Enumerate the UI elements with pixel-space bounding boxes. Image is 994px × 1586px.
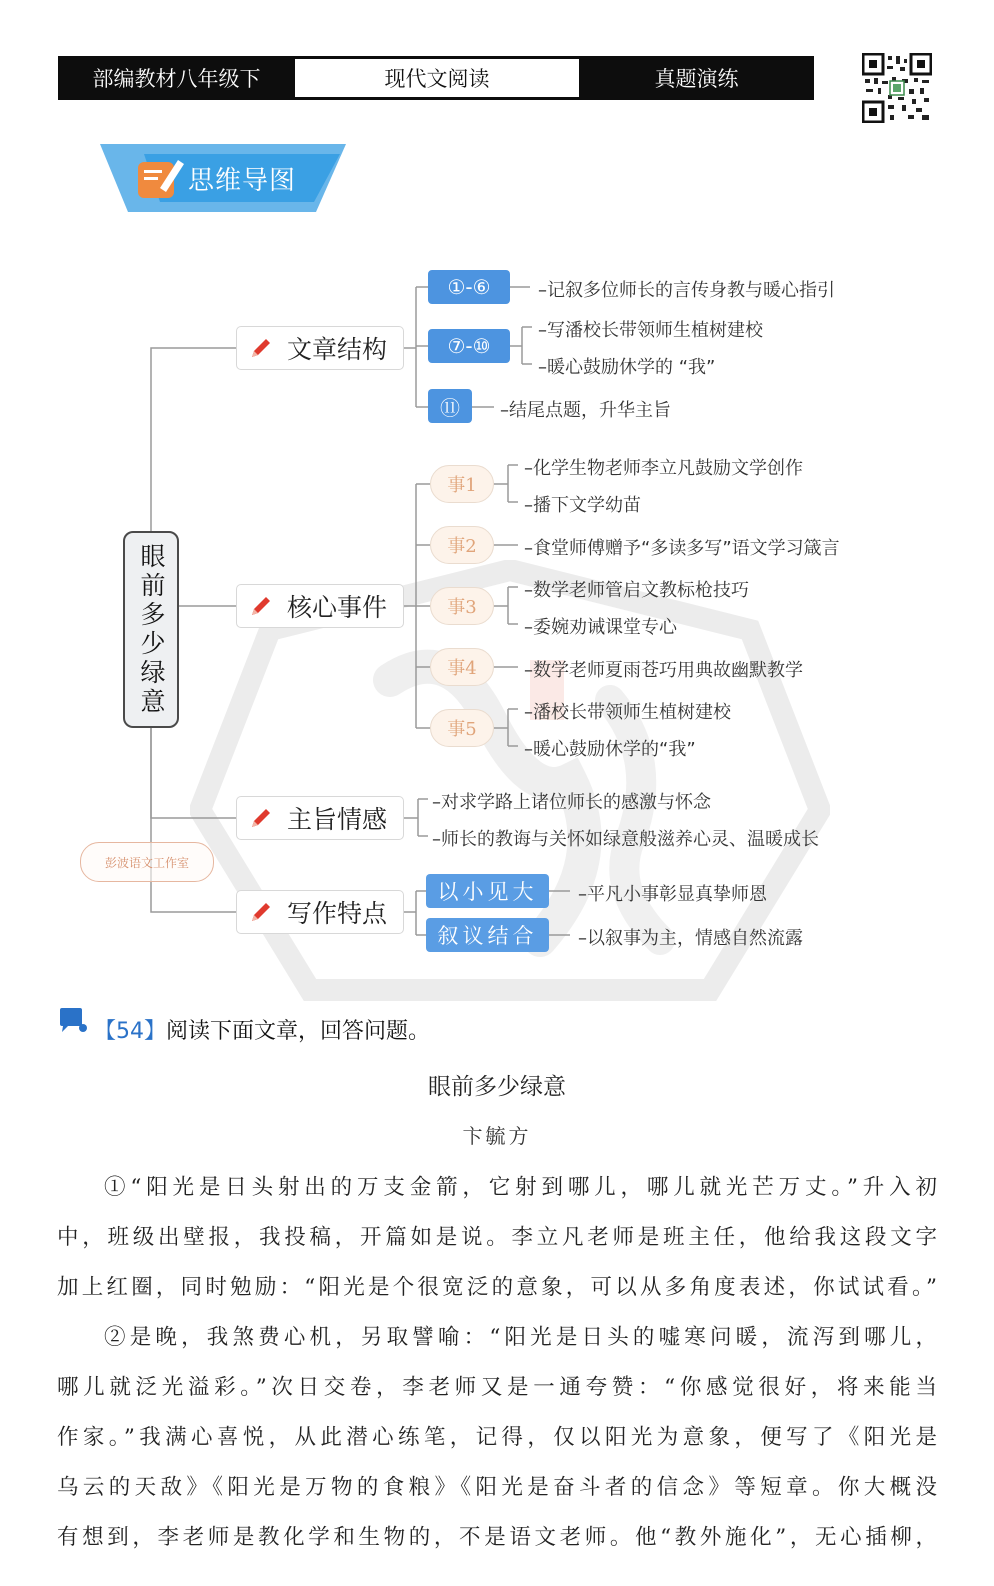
- event-item: –暖心鼓励休学的“我”: [524, 739, 696, 760]
- structure-item: –暖心鼓励休学的 “我”: [538, 357, 716, 378]
- comment-icon: [58, 1007, 88, 1035]
- structure-item: –记叙多位师长的言传身教与暖心指引: [538, 280, 835, 301]
- event-tag-3: 事3: [430, 587, 494, 625]
- article-line: 哪儿就泛光溢彩。”次日交卷，李老师又是一通夸赞：“你感觉很好，将来能当: [57, 1375, 937, 1400]
- mindmap-root: 眼前多少绿意: [123, 531, 179, 728]
- event-item: –食堂师傅赠予“多读多写”语文学习箴言: [524, 538, 840, 559]
- article-line: 中，班级出壁报，我投稿，开篇如是说。李立凡老师是班主任，他给我这段文字: [57, 1225, 937, 1250]
- header-section: 真题演练: [579, 56, 814, 100]
- branch-writing-label: 写作特点: [287, 899, 388, 928]
- article-line: 作家。”我满心喜悦，从此潜心练笔，记得，仅以阳光为意象，便写了《阳光是: [57, 1425, 937, 1450]
- event-item: –数学老师夏雨苍巧用典故幽默教学: [524, 660, 803, 681]
- structure-item: –结尾点题，升华主旨: [500, 400, 671, 421]
- question-number: 【54】: [94, 1019, 166, 1044]
- article-line: 有想到，李老师是教化学和生物的，不是语文老师。他“教外施化”，无心插柳，: [57, 1525, 937, 1550]
- pencil-icon: [249, 806, 273, 830]
- pencil-icon: [249, 594, 273, 618]
- theme-item: –对求学路上诸位师长的感激与怀念: [432, 792, 711, 813]
- article-author: 卞毓方: [462, 1124, 532, 1148]
- event-tag-1: 事1: [430, 465, 494, 503]
- pencil-icon: [249, 900, 273, 924]
- writing-item: –平凡小事彰显真挚师恩: [578, 884, 767, 905]
- branch-events-label: 核心事件: [287, 593, 388, 622]
- event-tag-5: 事5: [430, 709, 494, 747]
- branch-theme: [236, 796, 404, 840]
- event-tag-2: 事2: [430, 526, 494, 564]
- branch-events: [236, 584, 404, 628]
- header-grade: 部编教材八年级下: [58, 56, 295, 100]
- article-title: 眼前多少绿意: [428, 1074, 566, 1100]
- structure-tag-2: ⑦-⑩: [428, 329, 510, 363]
- event-item: –数学老师管启文教标枪技巧: [524, 580, 749, 601]
- pencil-icon: [249, 336, 273, 360]
- article-line: 加上红圈，同时勉励：“阳光是个很宽泛的意象，可以从多角度表述，你试试看。”: [57, 1275, 937, 1300]
- article-line: ②是晚，我煞费心机，另取譬喻：“阳光是日头的嘘寒问暖，流泻到哪儿，: [104, 1325, 937, 1350]
- writing-tag-1: 以小见大: [426, 874, 549, 908]
- event-tag-4: 事4: [430, 648, 494, 686]
- studio-stamp: 彭波语文工作室: [80, 842, 214, 882]
- event-item: –播下文学幼苗: [524, 495, 641, 516]
- branch-structure-label: 文章结构: [287, 335, 388, 364]
- question-prompt: 阅读下面文章，回答问题。: [166, 1019, 431, 1044]
- header-subject: 现代文阅读: [295, 56, 579, 100]
- structure-tag-3: ⑪: [428, 389, 472, 423]
- article-line: 乌云的天敌》《阳光是万物的食粮》《阳光是奋斗者的信念》等短章。你大概没: [57, 1475, 937, 1500]
- event-item: –潘校长带领师生植树建校: [524, 702, 731, 723]
- writing-tag-2: 叙议结合: [426, 918, 549, 952]
- branch-writing: [236, 890, 404, 934]
- article-line: ①“阳光是日头射出的万支金箭，它射到哪儿，哪儿就光芒万丈。”升入初: [104, 1175, 937, 1200]
- event-item: –化学生物老师李立凡鼓励文学创作: [524, 458, 803, 479]
- branch-theme-label: 主旨情感: [287, 805, 388, 834]
- branch-structure: [236, 326, 404, 370]
- writing-item: –以叙事为主，情感自然流露: [578, 928, 803, 949]
- question-heading: [94, 1014, 430, 1045]
- event-item: –委婉劝诫课堂专心: [524, 617, 677, 638]
- banner-label: 思维导图: [188, 166, 297, 196]
- structure-tag-1: ①-⑥: [428, 270, 510, 304]
- structure-item: –写潘校长带领师生植树建校: [538, 320, 763, 341]
- theme-item: –师长的教诲与关怀如绿意般滋养心灵、温暖成长: [432, 829, 819, 850]
